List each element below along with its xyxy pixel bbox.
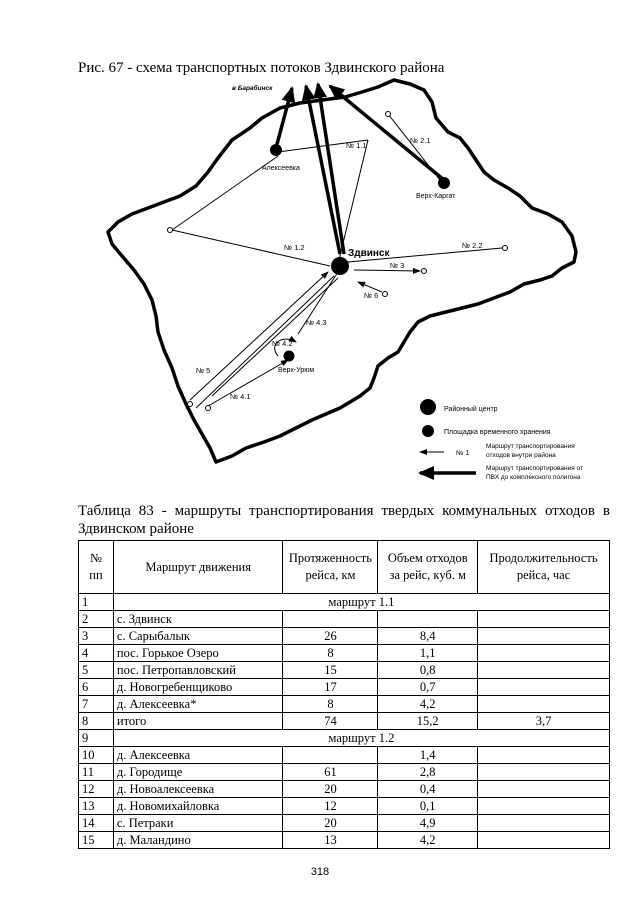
small-point	[188, 402, 193, 407]
section-title: маршрут 1.1	[113, 594, 609, 611]
cell-duration	[478, 696, 610, 713]
header-length: Протяженность рейса, км	[283, 541, 378, 594]
thick-route-alekseevka	[276, 88, 292, 148]
cell-duration	[478, 764, 610, 781]
cell-volume: 1,4	[378, 747, 478, 764]
page-number: 318	[310, 866, 330, 878]
small-point	[422, 269, 427, 274]
cell-volume: 4,9	[378, 815, 478, 832]
cell-number: 5	[79, 662, 114, 679]
header-number: № пп	[79, 541, 114, 594]
label-route-1-1: № 1.1	[346, 141, 367, 150]
header-route: Маршрут движения	[113, 541, 283, 594]
cell-duration	[478, 781, 610, 798]
label-route-1-2: № 1.2	[284, 243, 305, 252]
table-row	[79, 747, 610, 764]
cell-number: 15	[79, 832, 114, 849]
table-row	[79, 832, 610, 849]
label-verkh-kargat: Верх-Каргат	[416, 193, 456, 200]
legend-route-to-polygon-line1: Маршрут транспортирования от	[486, 465, 583, 472]
cell-length	[283, 747, 378, 764]
verkh-kargat-dot	[438, 177, 450, 189]
cell-volume: 0,4	[378, 781, 478, 798]
table-row	[79, 713, 610, 730]
cell-volume: 15,2	[378, 713, 478, 730]
cell-number: 3	[79, 628, 114, 645]
cell-length: 13	[283, 832, 378, 849]
header-volume: Объем отходов за рейс, куб. м	[378, 541, 478, 594]
table-row	[79, 815, 610, 832]
cell-duration	[478, 798, 610, 815]
cell-number: 6	[79, 679, 114, 696]
small-point	[206, 406, 211, 411]
table-row	[79, 594, 610, 611]
cell-route: д. Алексеевка*	[113, 696, 283, 713]
label-route-4-3: № 4.3	[306, 318, 327, 327]
cell-route: д. Алексеевка	[113, 747, 283, 764]
label-route-4-2: № 4.2	[272, 339, 293, 348]
table-row	[79, 628, 610, 645]
table-header-row	[79, 541, 610, 594]
cell-length: 15	[283, 662, 378, 679]
cell-number: 11	[79, 764, 114, 781]
cell-number: 1	[79, 594, 114, 611]
legend-storage-site-icon	[422, 425, 434, 437]
cell-number: 14	[79, 815, 114, 832]
cell-number: 4	[79, 645, 114, 662]
cell-length: 26	[283, 628, 378, 645]
routes-table	[78, 540, 610, 849]
cell-volume: 4,2	[378, 832, 478, 849]
cell-volume: 0,7	[378, 679, 478, 696]
route-line-5b	[196, 276, 334, 408]
cell-duration	[478, 662, 610, 679]
cell-volume: 1,1	[378, 645, 478, 662]
route-line-5a	[190, 272, 328, 400]
cell-volume: 8,4	[378, 628, 478, 645]
label-alekseevka: Алексеевка	[262, 165, 300, 172]
cell-route: д. Городище	[113, 764, 283, 781]
label-route-6: № 6	[364, 291, 379, 300]
small-point	[383, 292, 388, 297]
thick-route-verkh-kargat	[330, 86, 444, 180]
cell-duration: 3,7	[478, 713, 610, 730]
cell-duration	[478, 815, 610, 832]
label-zdvinsk: Здвинск	[348, 248, 390, 259]
legend-district-center-icon	[420, 399, 436, 415]
header-duration: Продолжительность рейса, час	[478, 541, 610, 594]
cell-route: с. Здвинск	[113, 611, 283, 628]
cell-route: с. Сарыбалык	[113, 628, 283, 645]
cell-volume: 2,8	[378, 764, 478, 781]
legend-route-inside-line2: отходов внутри района	[486, 452, 556, 459]
polygon-routes	[276, 84, 444, 254]
route-line-4-1b	[212, 278, 338, 396]
cell-route: итого	[113, 713, 283, 730]
verkh-urum-dot	[284, 351, 295, 362]
cell-length: 8	[283, 696, 378, 713]
alekseevka-dot	[270, 144, 282, 156]
cell-volume: 4,2	[378, 696, 478, 713]
figure-caption: Рис. 67 - схема транспортных потоков Здвинского района	[78, 60, 445, 76]
cell-length: 20	[283, 815, 378, 832]
section-title: маршрут 1.2	[113, 730, 609, 747]
cell-number: 2	[79, 611, 114, 628]
cell-duration	[478, 611, 610, 628]
cell-number: 7	[79, 696, 114, 713]
cell-number: 12	[79, 781, 114, 798]
cell-number: 10	[79, 747, 114, 764]
table-row	[79, 662, 610, 679]
label-route-3: № 3	[390, 261, 405, 270]
label-verkh-urum: Верх-Урюм	[278, 367, 315, 374]
cell-route: д. Новогребенщиково	[113, 679, 283, 696]
table-row	[79, 679, 610, 696]
small-point	[168, 228, 173, 233]
cell-route: д. Новоалексеевка	[113, 781, 283, 798]
cell-number: 13	[79, 798, 114, 815]
route-line-1-2a	[172, 230, 330, 266]
cell-route: с. Петраки	[113, 815, 283, 832]
small-point	[503, 246, 508, 251]
cell-length: 74	[283, 713, 378, 730]
cell-duration	[478, 628, 610, 645]
table-row	[79, 730, 610, 747]
cell-number: 9	[79, 730, 114, 747]
cell-length	[283, 611, 378, 628]
cell-length: 61	[283, 764, 378, 781]
legend-route-inside-label: № 1	[456, 450, 470, 457]
table-caption: Таблица 83 - маршруты транспортирования твердых коммунальных отходов в Здвинском районе	[78, 503, 610, 537]
table-row	[79, 696, 610, 713]
label-route-5: № 5	[196, 366, 211, 375]
cell-number: 8	[79, 713, 114, 730]
label-route-4-1: № 4.1	[230, 392, 251, 401]
cell-volume: 0,1	[378, 798, 478, 815]
cell-duration	[478, 645, 610, 662]
cell-length: 20	[283, 781, 378, 798]
legend-route-to-polygon-line2: ПВХ до комплексного полигона	[486, 474, 581, 481]
cell-route: д. Новомихайловка	[113, 798, 283, 815]
table-row	[79, 645, 610, 662]
label-route-2-1: № 2.1	[410, 136, 431, 145]
label-route-2-2: № 2.2	[462, 241, 483, 250]
cell-volume: 0,8	[378, 662, 478, 679]
cell-duration	[478, 679, 610, 696]
cell-length: 12	[283, 798, 378, 815]
route-line-3	[354, 270, 420, 271]
cell-length: 17	[283, 679, 378, 696]
legend-district-center: Районный центр	[444, 406, 498, 413]
small-point	[386, 112, 391, 117]
label-barabinsk: в Барабинск	[232, 85, 273, 92]
zdvinsk-dot	[331, 257, 349, 275]
cell-duration	[478, 832, 610, 849]
cell-volume	[378, 611, 478, 628]
table-row	[79, 764, 610, 781]
cell-length: 8	[283, 645, 378, 662]
legend-route-inside-line1: Маршрут транспортирования	[486, 443, 575, 450]
table-row	[79, 798, 610, 815]
map-legend	[420, 399, 583, 481]
cell-duration	[478, 747, 610, 764]
cell-route: пос. Горькое Озеро	[113, 645, 283, 662]
table-row	[79, 781, 610, 798]
table-row	[79, 611, 610, 628]
cell-route: пос. Петропавловский	[113, 662, 283, 679]
legend-storage-site: Площадка временного хранения	[444, 429, 551, 436]
cell-route: д. Маландино	[113, 832, 283, 849]
